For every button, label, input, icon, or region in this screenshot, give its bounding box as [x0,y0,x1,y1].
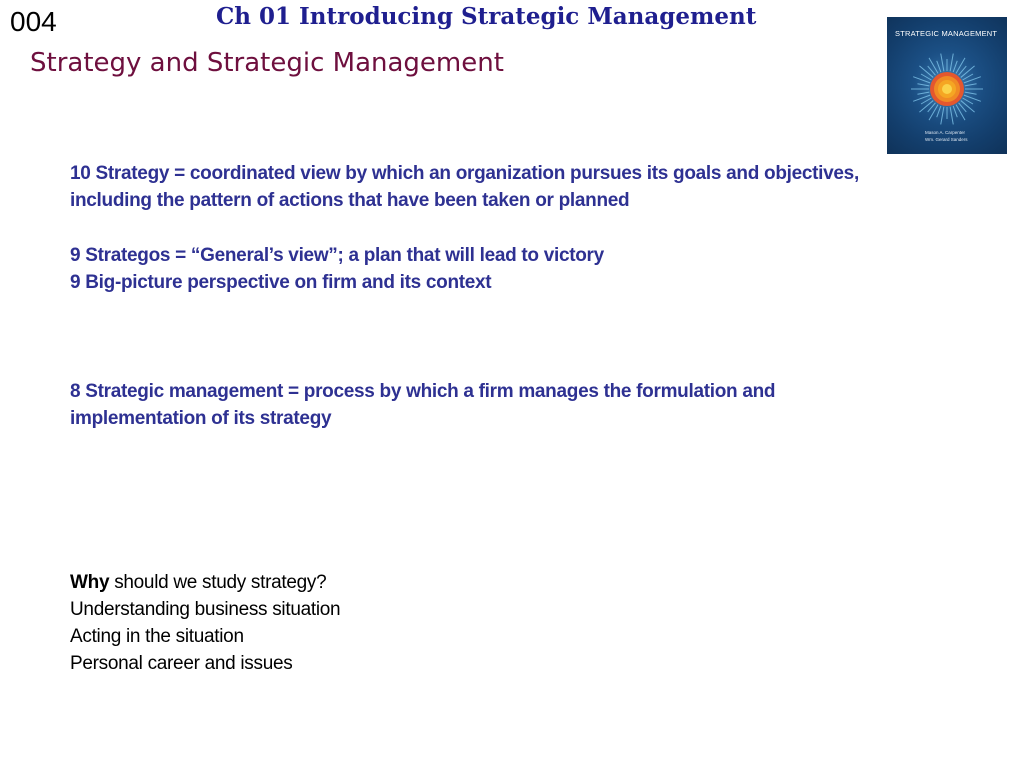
why-item: Understanding business situation [70,599,341,620]
slide-title: Strategy and Strategic Management [30,48,504,78]
why-question-rest: should we study strategy? [109,572,327,593]
strategy-definition-line-2: including the pattern of actions that have been taken or planned [70,190,630,211]
sunburst-emblem-icon [907,49,987,129]
book-cover-image [887,17,1007,154]
book-cover-author: Wm. Gerard Sanders [925,137,968,142]
strategic-management-definition [70,378,775,432]
strategos-block [70,242,604,296]
strategic-management-line-2: implementation of its strategy [70,408,332,429]
strategos-line-1: 9 Strategos = “General’s view”; a plan that will lead to victory [70,245,604,266]
book-cover-title: STRATEGIC MANAGEMENT [895,29,998,38]
strategy-definition-line-1: 10 Strategy = coordinated view by which an organization pursues its goals and objectives, [70,163,859,184]
book-cover-author: Mason A. Carpenter [925,130,966,135]
why-item: Acting in the situation [70,626,244,647]
book-cover-authors [925,129,968,143]
chapter-title: Ch 01 Introducing Strategic Management [216,3,757,30]
why-question [70,569,340,596]
why-bold-word: Why [70,572,110,593]
slide-number: 004 [10,6,57,37]
strategic-management-line-1: 8 Strategic management = process by which a firm manages the formulation and [70,381,776,402]
strategos-line-2: 9 Big-picture perspective on firm and its context [70,272,492,293]
why-item: Personal career and issues [70,653,293,674]
why-study-block [70,569,340,677]
strategy-definition [70,160,859,214]
